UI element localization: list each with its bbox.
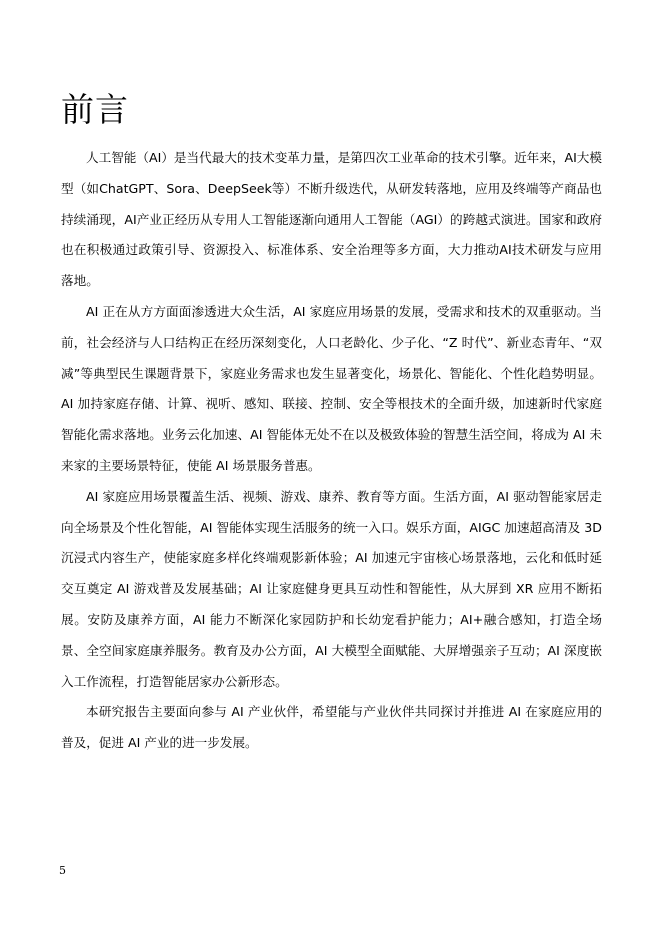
page-title: 前言 bbox=[61, 90, 129, 129]
paragraph-intro: 人工智能（AI）是当代最大的技术变革力量，是第四次工业革命的技术引擎。近年来，AI大模型（如ChatGPT、Sora、DeepSeek等）不断升级迭代，从研发转落地，应用及终端等产商品也持续涌现，AI产业正经历从专用人工智能逐渐向通用人工智能（AGI）的跨越式演进。国家和政府也在积极通过政策引导、资源投入、标准体系、安全治理等多方面，大力推动AI技术研发与应用落地。 bbox=[61, 150, 602, 289]
paragraph-purpose: 本研究报告主要面向参与 AI 产业伙伴，希望能与产业伙伴共同探讨并推进 AI 在家庭应用的普及，促进 AI 产业的进一步发展。 bbox=[61, 704, 602, 751]
paragraph-scenarios: AI 家庭应用场景覆盖生活、视频、游戏、康养、教育等方面。生活方面，AI 驱动智能家居走向全场景及个性化智能，AI 智能体实现生活服务的统一入口。娱乐方面，AIGC 加速超高清及 3D 沉浸式内容生产，使能家庭多样化终端观影新体验；AI 加速元宇宙核心场景落地，云化和低时延交互奠定 AI 游戏普及发展基础；AI 让家庭健身更具互动性和智能性，从大屏到 XR 应用不断拓展。安防及康养方面，AI 能力不断深化家园防护和长幼宠看护能力；AI+融合感知，打造全场景、全空间家庭康养服务。教育及办公方面，AI 大模型全面赋能、大屏增强亲子互动；AI 深度嵌入工作流程，打造智能居家办公新形态。 bbox=[61, 488, 602, 689]
paragraph-drivers: AI 正在从方方面面渗透进大众生活，AI 家庭应用场景的发展，受需求和技术的双重驱动。当前，社会经济与人口结构正在经历深刻变化，人口老龄化、少子化、“Z 时代”、新业态青年、“双减”等典型民生课题背景下，家庭业务需求也发生显著变化，场景化、智能化、个性化趋势明显。AI 加持家庭存储、计算、视听、感知、联接、控制、安全等根技术的全面升级，加速新时代家庭智能化需求落地。业务云化加速、AI 智能体无处不在以及极致体验的智慧生活空间，将成为 AI 未来家的主要场景特征，使能 AI 场景服务普惠。 bbox=[61, 303, 602, 473]
page-number: 5 bbox=[59, 864, 66, 877]
body-text bbox=[61, 143, 602, 759]
